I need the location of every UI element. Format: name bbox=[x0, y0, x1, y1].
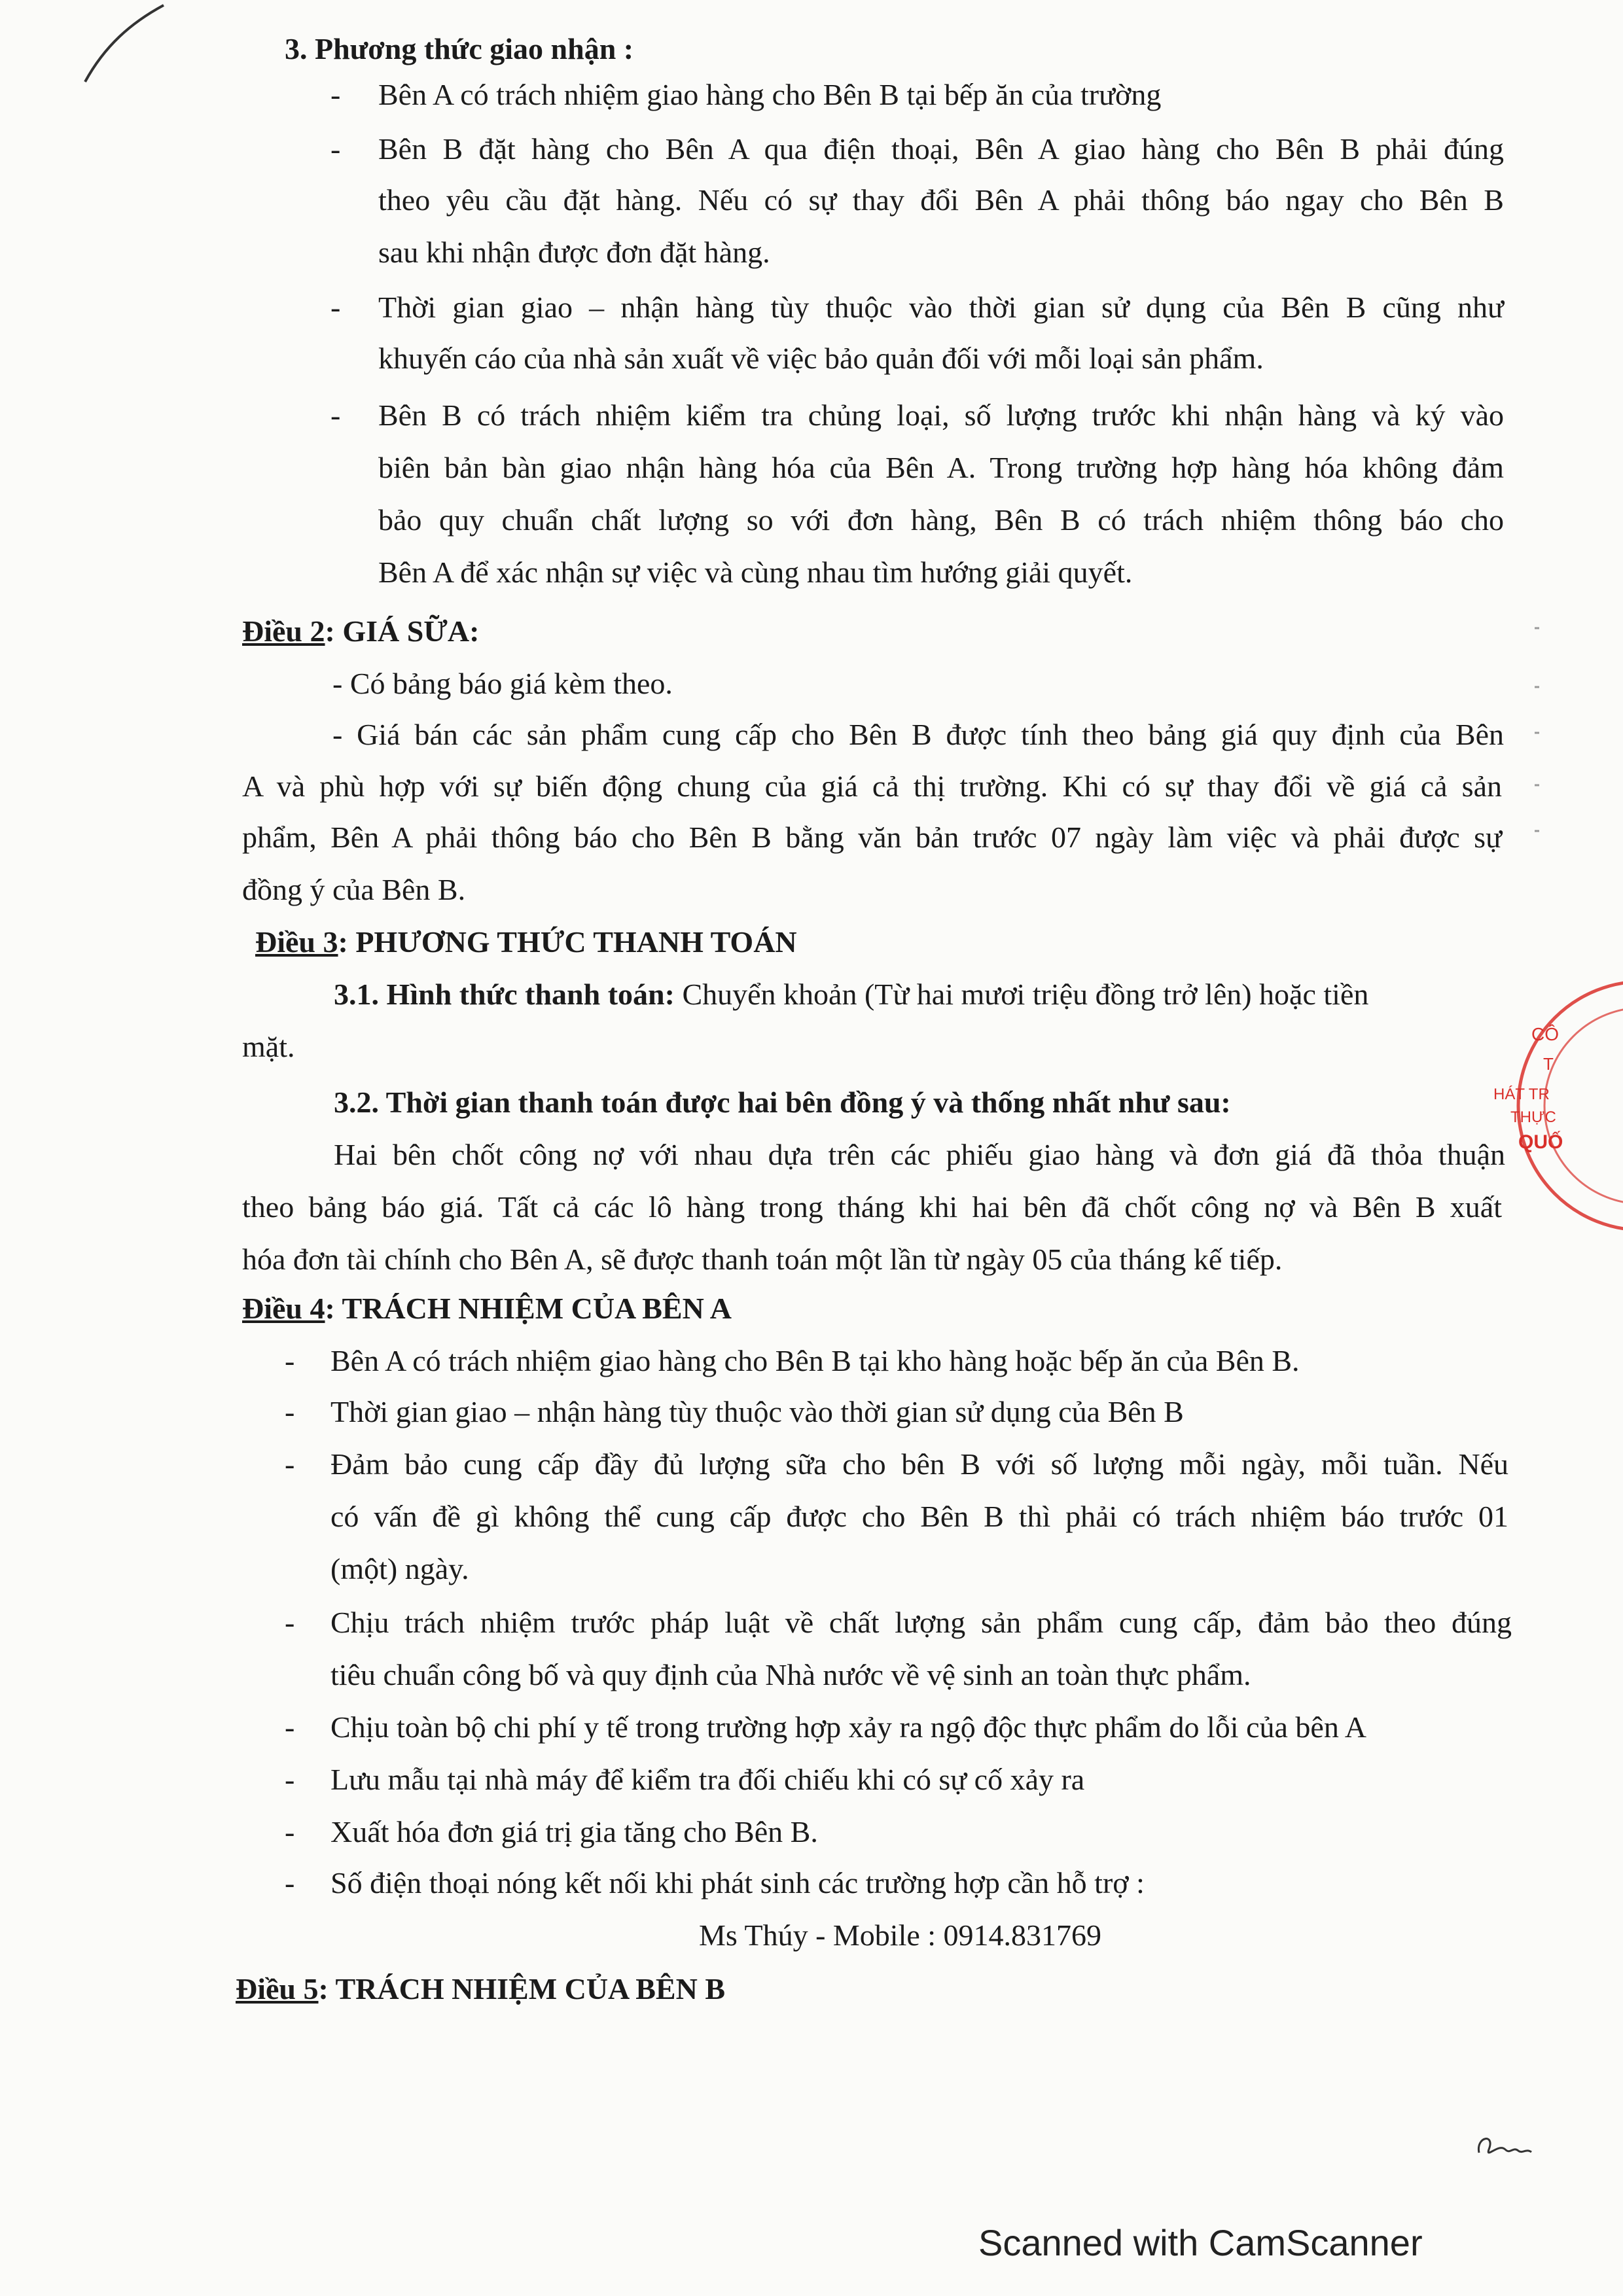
stamp-text-2: T bbox=[1543, 1054, 1554, 1074]
article-2-label: Điều 2 bbox=[242, 614, 325, 648]
section-3-bullet-3-line-2: khuyến cáo của nhà sản xuất về việc bảo quản đối với mỗi loại sản phẩm. bbox=[378, 342, 1264, 375]
article-4-bullet-3-line-3: (một) ngày. bbox=[330, 1552, 469, 1585]
section-3-bullet-2-line-3: sau khi nhận được đơn đặt hàng. bbox=[378, 236, 770, 269]
article-3-label: Điều 3 bbox=[255, 925, 338, 959]
bullet-dash: - bbox=[285, 1815, 295, 1848]
section-3-bullet-2-line-1: Bên B đặt hàng cho Bên A qua điện thoại, Bên A giao hàng cho Bên B phải đúng bbox=[378, 132, 1504, 166]
article-3-2-title: 3.2. Thời gian thanh toán được hai bên đồng ý và thống nhất như sau: bbox=[334, 1086, 1231, 1119]
article-2-para-2-line-3: phẩm, Bên A phải thông báo cho Bên B bằng văn bản trước 07 ngày làm việc và phải được sự bbox=[242, 821, 1502, 854]
contact-line: Ms Thúy - Mobile : 0914.831769 bbox=[699, 1918, 1102, 1952]
handwritten-initials bbox=[1472, 2123, 1544, 2176]
bullet-dash: - bbox=[285, 1763, 295, 1796]
bullet-dash: - bbox=[285, 1395, 295, 1428]
bullet-dash: - bbox=[285, 1344, 295, 1377]
article-3-1-line bbox=[334, 975, 1368, 1014]
article-3-1-line-2: mặt. bbox=[242, 1030, 295, 1063]
section-3-bullet-4-line-3: bảo quy chuẩn chất lượng so với đơn hàng, Bên B có trách nhiệm thông báo cho bbox=[378, 503, 1504, 537]
bullet-dash: - bbox=[285, 1447, 295, 1481]
article-4-bullet-7: Xuất hóa đơn giá trị gia tăng cho Bên B. bbox=[330, 1815, 818, 1848]
section-3-title: 3. Phương thức giao nhận : bbox=[285, 32, 634, 65]
article-4-bullet-3-line-2: có vấn đề gì không thể cung cấp được cho Bên B thì phải có trách nhiệm báo trước 01 bbox=[330, 1500, 1508, 1533]
article-5-label: Điều 5 bbox=[236, 1972, 319, 2005]
bullet-dash: - bbox=[285, 1866, 295, 1899]
bullet-dash: - bbox=[285, 1606, 295, 1639]
article-5-heading bbox=[236, 1969, 725, 2009]
stamp-text-5: QUỐ bbox=[1518, 1131, 1563, 1153]
stamp-text-3: HÁT TR bbox=[1493, 1086, 1550, 1103]
article-2-para-2-line-1: - Giá bán các sản phẩm cung cấp cho Bên B được tính theo bảng giá quy định của Bên bbox=[332, 718, 1504, 751]
article-4-bullet-4-line-2: tiêu chuẩn công bố và quy định của Nhà nước về vệ sinh an toàn thực phẩm. bbox=[330, 1658, 1251, 1691]
section-3-bullet-4-line-2: biên bản bàn giao nhận hàng hóa của Bên A. Trong trường hợp hàng hóa không đảm bbox=[378, 451, 1504, 484]
article-3-title: : PHƯƠNG THỨC THANH TOÁN bbox=[338, 925, 797, 959]
article-3-2-para-line-3: hóa đơn tài chính cho Bên A, sẽ được thanh toán một lần từ ngày 05 của tháng kế tiếp. bbox=[242, 1243, 1283, 1276]
section-3-bullet-3-line-1: Thời gian giao – nhận hàng tùy thuộc vào thời gian sử dụng của Bên B cũng như bbox=[378, 291, 1504, 324]
stamp-text-1: CÔ bbox=[1531, 1024, 1559, 1044]
bullet-dash: - bbox=[330, 132, 341, 166]
article-2-para-2-line-2: A và phù hợp với sự biến động chung của giá cả thị trường. Khi có sự thay đổi về giá cả sản bbox=[242, 769, 1502, 803]
article-4-heading bbox=[242, 1289, 732, 1328]
stamp-text-4: THỰC bbox=[1510, 1108, 1556, 1126]
red-stamp-fragment bbox=[1492, 949, 1623, 1263]
camscanner-watermark: Scanned with CamScanner bbox=[978, 2222, 1423, 2263]
article-3-2-para-line-2: theo bảng báo giá. Tất cả các lô hàng trong tháng khi hai bên đã chốt công nợ và Bên B xuất bbox=[242, 1190, 1502, 1224]
bullet-dash: - bbox=[330, 291, 341, 324]
section-3-bullet-4-line-1: Bên B có trách nhiệm kiểm tra chủng loại, số lượng trước khi nhận hàng và ký vào bbox=[378, 398, 1504, 432]
article-4-bullet-2: Thời gian giao – nhận hàng tùy thuộc vào thời gian sử dụng của Bên B bbox=[330, 1395, 1184, 1428]
article-4-title: : TRÁCH NHIỆM CỦA BÊN A bbox=[325, 1292, 732, 1325]
section-3-bullet-4-line-4: Bên A để xác nhận sự việc và cùng nhau tìm hướng giải quyết. bbox=[378, 556, 1133, 589]
article-3-1-text: Chuyển khoản (Từ hai mươi triệu đồng trở lên) hoặc tiền bbox=[674, 978, 1369, 1011]
article-2-title: : GIÁ SỮA: bbox=[325, 614, 480, 648]
article-2-para-2-line-4: đồng ý của Bên B. bbox=[242, 873, 466, 906]
margin-marks bbox=[1525, 615, 1590, 903]
article-4-bullet-8: Số điện thoại nóng kết nối khi phát sinh các trường hợp cần hỗ trợ : bbox=[330, 1866, 1145, 1899]
pen-stroke-mark bbox=[79, 0, 170, 92]
article-5-title: : TRÁCH NHIỆM CỦA BÊN B bbox=[318, 1972, 725, 2005]
article-4-label: Điều 4 bbox=[242, 1292, 325, 1325]
bullet-dash: - bbox=[330, 398, 341, 432]
article-2-heading bbox=[242, 612, 479, 651]
article-4-bullet-6: Lưu mẫu tại nhà máy để kiểm tra đối chiếu khi có sự cố xảy ra bbox=[330, 1763, 1085, 1796]
article-4-bullet-4-line-1: Chịu trách nhiệm trước pháp luật về chất lượng sản phẩm cung cấp, đảm bảo theo đúng bbox=[330, 1606, 1512, 1639]
article-2-para-1: - Có bảng báo giá kèm theo. bbox=[332, 667, 673, 700]
article-3-2-para-line-1: Hai bên chốt công nợ với nhau dựa trên các phiếu giao hàng và đơn giá đã thỏa thuận bbox=[334, 1138, 1505, 1171]
article-4-bullet-5: Chịu toàn bộ chi phí y tế trong trường hợp xảy ra ngộ độc thực phẩm do lỗi của bên A bbox=[330, 1710, 1367, 1744]
section-3-bullet-2-line-2: theo yêu cầu đặt hàng. Nếu có sự thay đổi Bên A phải thông báo ngay cho Bên B bbox=[378, 183, 1504, 217]
bullet-dash: - bbox=[285, 1710, 295, 1744]
bullet-dash: - bbox=[330, 78, 341, 111]
article-3-1-label: 3.1. Hình thức thanh toán: bbox=[334, 978, 675, 1011]
section-3-bullet-1: Bên A có trách nhiệm giao hàng cho Bên B tại bếp ăn của trường bbox=[378, 78, 1162, 111]
article-4-bullet-3-line-1: Đảm bảo cung cấp đầy đủ lượng sữa cho bên B với số lượng mỗi ngày, mỗi tuần. Nếu bbox=[330, 1447, 1508, 1481]
article-3-heading bbox=[255, 923, 797, 962]
article-4-bullet-1: Bên A có trách nhiệm giao hàng cho Bên B tại kho hàng hoặc bếp ăn của Bên B. bbox=[330, 1344, 1300, 1377]
